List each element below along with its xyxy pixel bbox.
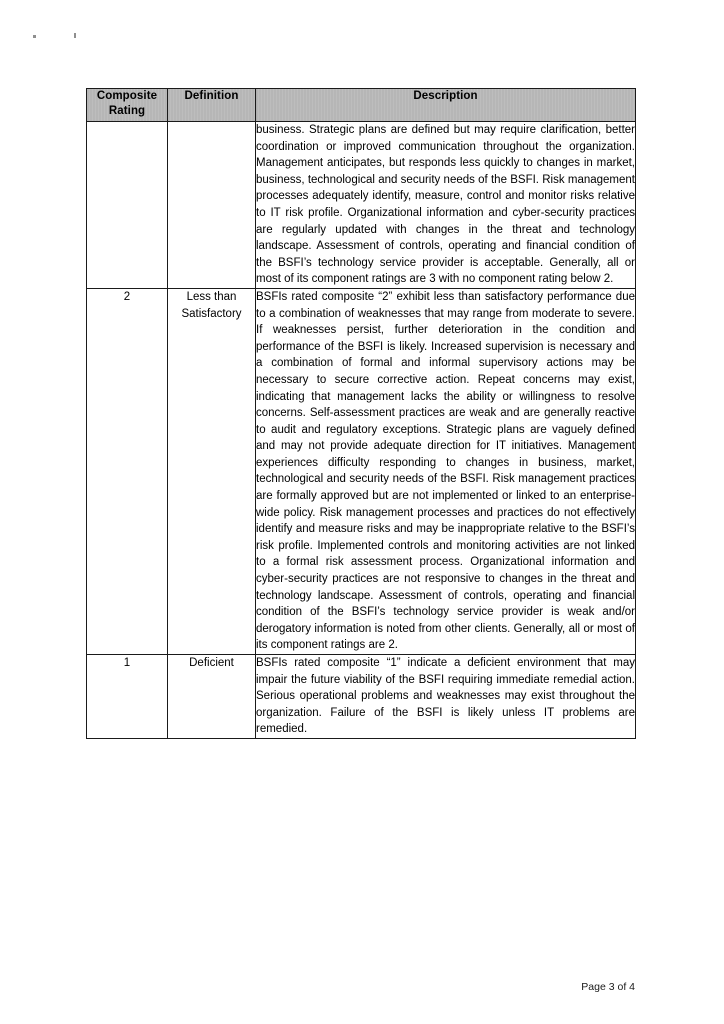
column-header-description: Description <box>256 89 636 122</box>
page-number-label: Page 3 of 4 <box>581 981 635 993</box>
column-header-composite-rating: Composite Rating <box>87 89 168 122</box>
scan-speck-icon <box>74 33 76 38</box>
cell-definition: Less than Satisfactory <box>168 288 256 654</box>
table-row <box>87 288 636 654</box>
cell-description: BSFIs rated composite “1” indicate a deficient environment that may impair the future viability of the BSFI requiring immediate remedial action. Serious operational problems and weaknesses may exist throughout the organization. Failure of the BSFI is likely unless IT problems are remedied. <box>256 655 636 739</box>
table-row <box>87 655 636 739</box>
page-footer <box>86 980 635 994</box>
table-body <box>87 122 636 739</box>
scan-speck-icon <box>33 35 36 38</box>
cell-description: business. Strategic plans are defined but may require clarification, better coordination or improved communication throughout the organization. Management anticipates, but responds less quickly to changes in market, business, technological and security needs of the BSFI. Risk management processes adequately identify, measure, control and monitor risks relative to IT risk profile. Organizational information and cyber-security practices are regularly updated with changes in the threat and technology landscape. Assessment of controls, operating and financial condition of the BSFI’s technology service provider is acceptable. Generally, all or most of its component ratings are 3 with no component rating below 2. <box>256 122 636 289</box>
cell-composite-rating: 1 <box>87 655 168 739</box>
table-header-row <box>87 89 636 122</box>
column-header-definition: Definition <box>168 89 256 122</box>
cell-definition: Deficient <box>168 655 256 739</box>
cell-composite-rating: 2 <box>87 288 168 654</box>
cell-composite-rating <box>87 122 168 289</box>
table-row <box>87 122 636 289</box>
cell-definition <box>168 122 256 289</box>
cell-description: BSFIs rated composite “2” exhibit less than satisfactory performance due to a combination of weaknesses that may range from moderate to severe. If weaknesses persist, further deterioration in the condition and performance of the BSFI is likely. Increased supervision is necessary and a combination of formal and informal supervisory actions may be necessary to secure corrective action. Repeat concerns may exist, indicating that management lacks the ability or willingness to resolve concerns. Self-assessment practices are weak and are generally reactive to audit and regulatory exceptions. Strategic plans are vaguely defined and may not provide adequate direction for IT initiatives. Management experiences difficulty responding to changes in business, market, technological and security needs of the BSFI. Risk management practices are formally approved but are not implemented or linked to an enterprise-wide policy. Risk management processes and practices do not effectively identify and measure risks and may be inappropriate relative to the BSFI’s risk profile. Implemented controls and monitoring activities are not linked to a formal risk assessment process. Organizational information and cyber-security practices are not responsive to changes in the threat and technology landscape. Assessment of controls, operating and financial condition of the BSFI’s technology service provider is weak and/or derogatory information is noted from other clients. Generally, all or most of its component ratings are 2. <box>256 288 636 654</box>
composite-rating-table <box>86 88 636 739</box>
table-header <box>87 89 636 122</box>
